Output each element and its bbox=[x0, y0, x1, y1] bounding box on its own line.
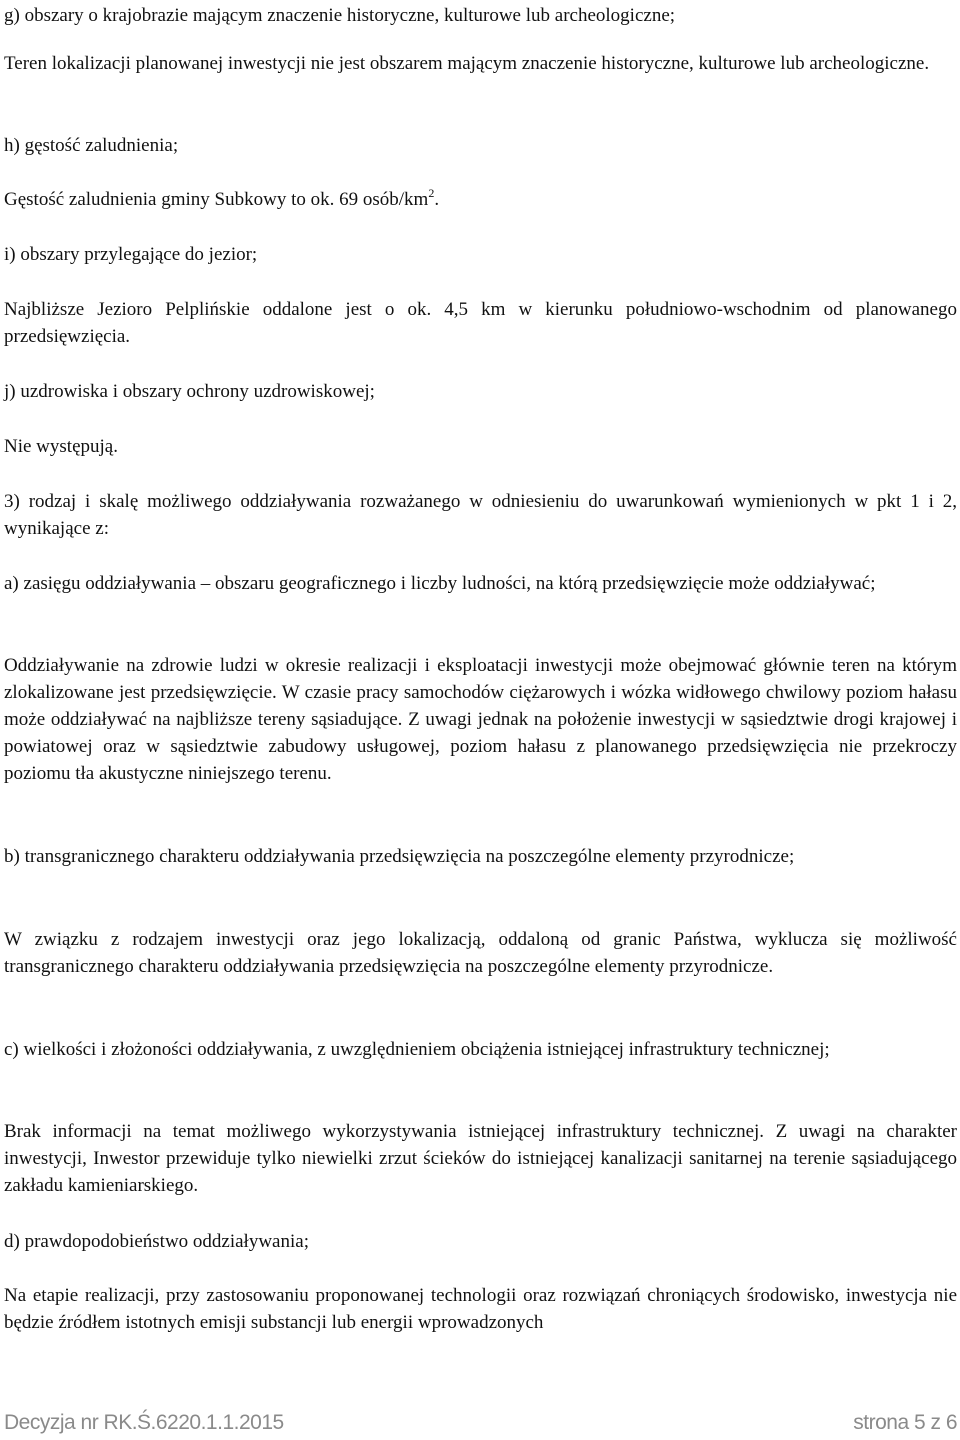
section-i-text: Najbliższe Jezioro Pelplińskie oddalone jest o ok. 4,5 km w kierunku południowo-wschodnim od planowanego przedsięwzięcia. bbox=[4, 299, 957, 347]
section-g-text: Teren lokalizacji planowanej inwestycji nie jest obszarem mającym znaczenie historyczne, kulturowe lub archeologiczne. bbox=[4, 53, 930, 74]
section-j-heading: j) uzdrowiska i obszary ochrony uzdrowiskowej; bbox=[4, 381, 375, 402]
section-d-heading: d) prawdopodobieństwo oddziaływania; bbox=[4, 1231, 309, 1252]
section-b-text: W związku z rodzajem inwestycji oraz jego lokalizacją, oddaloną od granic Państwa, wyklucza się możliwość transgranicznego charakteru oddziaływania przedsięwzięcia na poszczególne elementy przyrodnicze. bbox=[4, 929, 957, 977]
section-h-heading: h) gęstość zaludnienia; bbox=[4, 135, 179, 156]
section-a-heading: a) zasięgu oddziaływania – obszaru geograficznego i liczby ludności, na którą przedsięwzięcie może oddziaływać; bbox=[4, 573, 876, 594]
section-c-text: Brak informacji na temat możliwego wykorzystywania istniejącej infrastruktury technicznej. Z uwagi na charakter inwestycji, Inwestor przewiduje tylko niewielki zrzut ścieków do istniejącej kanalizacji sanitarnej na terenie sąsiadującego zakładu kamieniarskiego. bbox=[4, 1121, 957, 1196]
section-a-text: Oddziaływanie na zdrowie ludzi w okresie realizacji i eksploatacji inwestycji może obejmować głównie teren na którym zlokalizowane jest przedsięwzięcie. W czasie pracy samochodów ciężarowych i wózka widłowego chwilowy poziom hałasu może oddziaływać na najbliższe tereny sąsiadujące. Z uwagi jednak na położenie inwestycji w sąsiedztwie drogi krajowej i powiatowej oraz w sąsiedztwie zabudowy usługowej, poziom hałasu z planowanego przedsięwzięcia nie przekroczy poziomu tła akustyczne niniejszego terenu. bbox=[4, 655, 957, 784]
section-g-heading: g) obszary o krajobrazie mającym znaczenie historyczne, kulturowe lub archeologiczne; bbox=[4, 5, 676, 26]
document-page bbox=[4, 0, 957, 1440]
decision-number: Decyzja nr RK.Ś.6220.1.1.2015 bbox=[4, 1411, 284, 1434]
section-i-heading: i) obszary przylegające do jezior; bbox=[4, 244, 258, 265]
section-3-heading: 3) rodzaj i skalę możliwego oddziaływania rozważanego w odniesieniu do uwarunkowań wymienionych w pkt 1 i 2, wynikające z: bbox=[4, 491, 957, 539]
section-c-heading: c) wielkości i złożoności oddziaływania, z uwzględnieniem obciążenia istniejącej infrastruktury technicznej; bbox=[4, 1039, 830, 1060]
section-b-heading: b) transgranicznego charakteru oddziaływania przedsięwzięcia na poszczególne elementy przyrodnicze; bbox=[4, 846, 795, 867]
section-h-text bbox=[4, 186, 957, 213]
density-text-end: . bbox=[434, 189, 440, 210]
section-j-text: Nie występują. bbox=[4, 436, 118, 457]
page-indicator: strona 5 z 6 bbox=[853, 1411, 957, 1434]
superscript-2: 2 bbox=[428, 185, 435, 200]
density-text: Gęstość zaludnienia gminy Subkowy to ok. 69 osób/km bbox=[4, 189, 429, 210]
page-footer bbox=[4, 1411, 957, 1439]
section-d-text: Na etapie realizacji, przy zastosowaniu proponowanej technologii oraz rozwiązań chroniących środowisko, inwestycja nie będzie źródłem istotnych emisji substancji lub energii wprowadzonych bbox=[4, 1285, 957, 1333]
